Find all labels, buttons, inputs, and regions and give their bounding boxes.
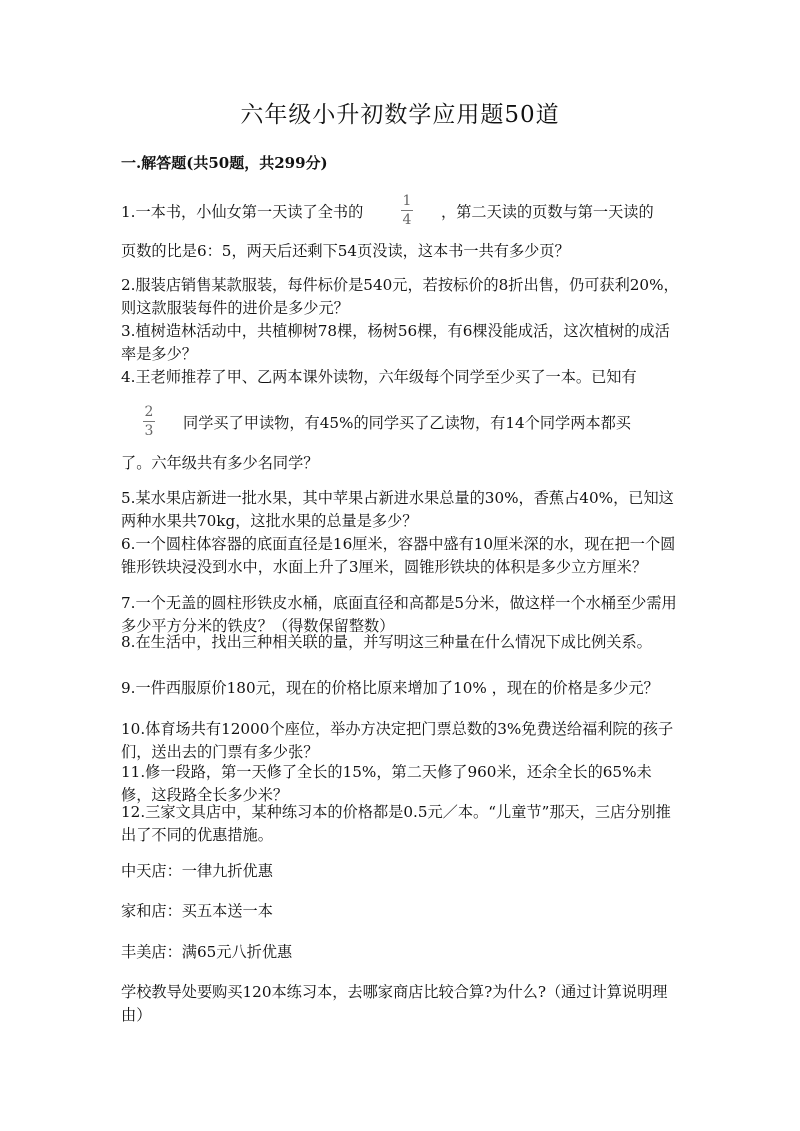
question-7: 7.一个无盖的圆柱形铁皮水桶，底面直径和高都是5分米，做这样一个水桶至少需用多少平方分米的铁皮？（得数保留整数） (121, 594, 677, 635)
question-10: 10.体育场共有12000个座位，举办方决定把门票总数的3%免费送给福利院的孩子们，送出去的门票有多少张？ (121, 720, 674, 761)
question-1-text-before: 1.一本书，小仙女第一天读了全书的 (121, 203, 364, 221)
store-jiahe: 家和店：买五本送一本 (121, 902, 273, 920)
question-12-intro: 12.三家文具店中，某种练习本的价格都是0.5元／本。“儿童节”那天，三店分别推出了不同的优惠措施。 (121, 803, 671, 844)
store-zhongtian: 中天店：一律九折优惠 (121, 862, 273, 880)
fraction-denominator: 3 (144, 423, 154, 439)
question-12-question: 学校教导处要购买120本练习本，去哪家商店比较合算?为什么?（通过计算说明理由） (121, 983, 668, 1024)
question-11: 11.修一段路，第一天修了全长的15%，第二天修了960米，还余全长的65%未修，这段路全长多少米？ (121, 763, 652, 804)
fraction-bar (143, 421, 155, 422)
question-3: 3.植树造林活动中，共植柳树78棵，杨树56棵，有6棵没能成活，这次植树的成活率是多少？ (121, 322, 670, 363)
question-4-line-2: 同学买了甲读物，有45%的同学买了乙读物，有14个同学两本都买 (183, 414, 631, 432)
fraction-bar (401, 210, 413, 211)
question-1-text-after: ，第二天读的页数与第一天读的 (441, 203, 654, 221)
question-9: 9.一件西服原价180元，现在的价格比原来增加了10% ，现在的价格是多少元？ (121, 679, 659, 697)
question-2: 2.服装店销售某款服装，每件标价是540元，若按标价的8折出售，仍可获利20%，则这款服装每件的进价是多少元？ (121, 276, 679, 317)
question-4-line-1: 4.王老师推荐了甲、乙两本课外读物，六年级每个同学至少买了一本。已知有 (121, 368, 637, 386)
section-heading: 一.解答题(共50题，共299分) (121, 154, 328, 172)
fraction-one-quarter (401, 193, 413, 228)
document-title: 六年级小升初数学应用题50道 (240, 102, 560, 128)
question-8: 8.在生活中，找出三种相关联的量，并写明这三种量在什么情况下成比例关系。 (121, 633, 652, 651)
fraction-denominator: 4 (402, 212, 412, 228)
question-1-line-2: 页数的比是6：5，两天后还剩下54页没读，这本书一共有多少页？ (121, 242, 570, 260)
question-5: 5.某水果店新进一批水果，其中苹果占新进水果总量的30%，香蕉占40%，已知这两种水果共70kg，这批水果的总量是多少？ (121, 489, 674, 530)
fraction-two-thirds (143, 404, 155, 439)
fraction-numerator: 1 (402, 193, 412, 209)
question-4-line-3: 了。六年级共有多少名同学？ (121, 454, 319, 472)
fraction-numerator: 2 (144, 404, 154, 420)
question-6: 6.一个圆柱体容器的底面直径是16厘米，容器中盛有10厘米深的水，现在把一个圆锥形铁块浸没到水中，水面上升了3厘米，圆锥形铁块的体积是多少立方厘米？ (121, 535, 676, 576)
store-fengmei: 丰美店：满65元八折优惠 (121, 943, 293, 961)
